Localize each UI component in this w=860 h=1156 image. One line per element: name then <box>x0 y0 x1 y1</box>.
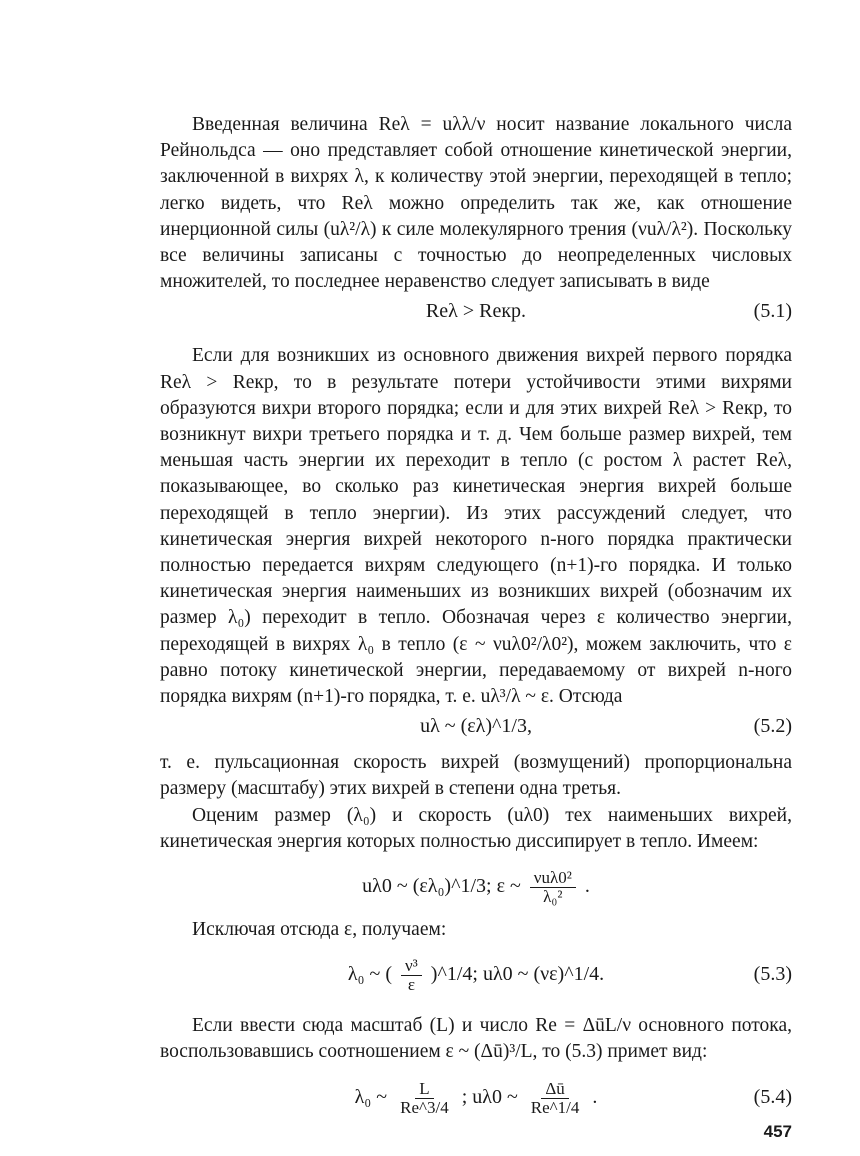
equation-5-3-numerator: ν³ <box>401 957 422 976</box>
equation-5-3-number: (5.3) <box>753 963 792 986</box>
equation-5-4-numerator-2: Δū <box>541 1080 568 1099</box>
equation-5-4-right: . <box>592 1085 598 1108</box>
equation-estimate-right: . <box>584 875 590 898</box>
equation-5-3-left: λ₀ ~ ( <box>347 963 392 986</box>
equation-estimate-fraction <box>530 869 576 906</box>
equation-5-2-number: (5.2) <box>753 715 792 738</box>
paragraph-local-reynolds: Введенная величина Reλ = uλλ/ν носит название локального числа Рейнольдса — оно представляет собой отношение кинетической энергии, заключенной в вихрях λ, к количеству этой энергии, переходящей в тепло; легко видеть, что Reλ можно определить так же, как отношение инерционной силы (uλ²/λ) к силе молекулярного трения (νuλ/λ²). Поскольку все величины записаны с точностью до неопределенных числовых множителей, то последнее неравенство следует записывать в виде <box>160 114 792 293</box>
equation-5-3-right: )^1/4; uλ0 ~ (νε)^1/4. <box>430 963 605 986</box>
equation-5-3-fraction <box>401 957 422 994</box>
equation-estimate <box>160 855 792 917</box>
equation-5-3-denominator: ε <box>407 975 415 995</box>
equation-5-1-body: Reλ > Reкр. <box>425 300 527 323</box>
equation-5-4-numerator-1: L <box>415 1080 433 1099</box>
equation-5-2-body: uλ ~ (ελ)^1/3, <box>420 715 532 738</box>
equation-5-4-denominator-2: Re^1/4 <box>530 1097 580 1117</box>
paragraph-vortex-orders: Если для возникших из основного движения вихрей первого порядка Reλ > Reкр, то в результате потери устойчивости этими вихрями образуются вихри второго порядка; если и для этих вихрей Reλ > Reкр, то возникнут вихри третьего порядка и т. д. Чем больше размер вихрей, тем меньшая часть энергии их переходит в тепло (с ростом λ растет Reλ, показывающее, во сколько раз кинетическая энергия вихрей больше переходящей в тепло энергии). Из этих рассуждений следует, что кинетическая энергия вихрей некоторого n-ного порядка практически полностью передается вихрям следующего (n+1)-го порядка. И только кинетическая энергия наименьших из возникших вихрей (обозначим их размер λ₀) переходит в тепло. Обозначая через ε количество энергии, переходящей в вихрях λ₀ в тепло (ε ~ νuλ0²/λ0²), можем заключить, что ε равно потоку кинетической энергии, передаваемому от вихрей n-ного порядка вихрям (n+1)-го порядка, т. е. uλ³/λ ~ ε. Отсюда <box>160 345 792 708</box>
equation-5-4 <box>160 1066 792 1128</box>
equation-5-4-fraction-2 <box>527 1080 584 1117</box>
equation-estimate-left: uλ0 ~ (ελ₀)^1/3; ε ~ <box>362 875 521 898</box>
equation-5-4-left: λ₀ ~ <box>354 1085 388 1108</box>
paragraph-estimate-smallest: Оценим размер (λ₀) и скорость (uλ0) тех наименьших вихрей, кинетическая энергия которых полностью диссипирует в тепло. Имеем: <box>160 804 792 852</box>
equation-5-4-denominator-1: Re^3/4 <box>400 1097 449 1117</box>
page-body <box>160 112 792 1128</box>
paragraph-pulsation-velocity: т. е. пульсационная скорость вихрей (возмущений) пропорциональна размеру (масштабу) этих вихрей в степени одна третья. <box>160 752 792 800</box>
equation-5-3 <box>160 943 792 1005</box>
page-number: 457 <box>763 1122 792 1141</box>
paragraph-main-flow-scale: Если ввести сюда масштаб (L) и число Re = ΔūL/ν основного потока, воспользовавшись соотношением ε ~ (Δū)³/L, то (5.3) примет вид: <box>160 1015 792 1063</box>
equation-5-1 <box>160 295 792 327</box>
equation-5-4-fraction-1 <box>396 1080 453 1117</box>
equation-estimate-numerator: νuλ0² <box>530 869 576 888</box>
equation-5-4-mid: ; uλ0 ~ <box>461 1085 518 1108</box>
paragraph-excluding-epsilon: Исключая отсюда ε, получаем: <box>192 919 447 941</box>
equation-5-1-number: (5.1) <box>753 300 792 323</box>
equation-estimate-denominator: λ₀² <box>543 886 563 906</box>
equation-5-4-number: (5.4) <box>753 1085 792 1108</box>
equation-5-2 <box>160 710 792 742</box>
